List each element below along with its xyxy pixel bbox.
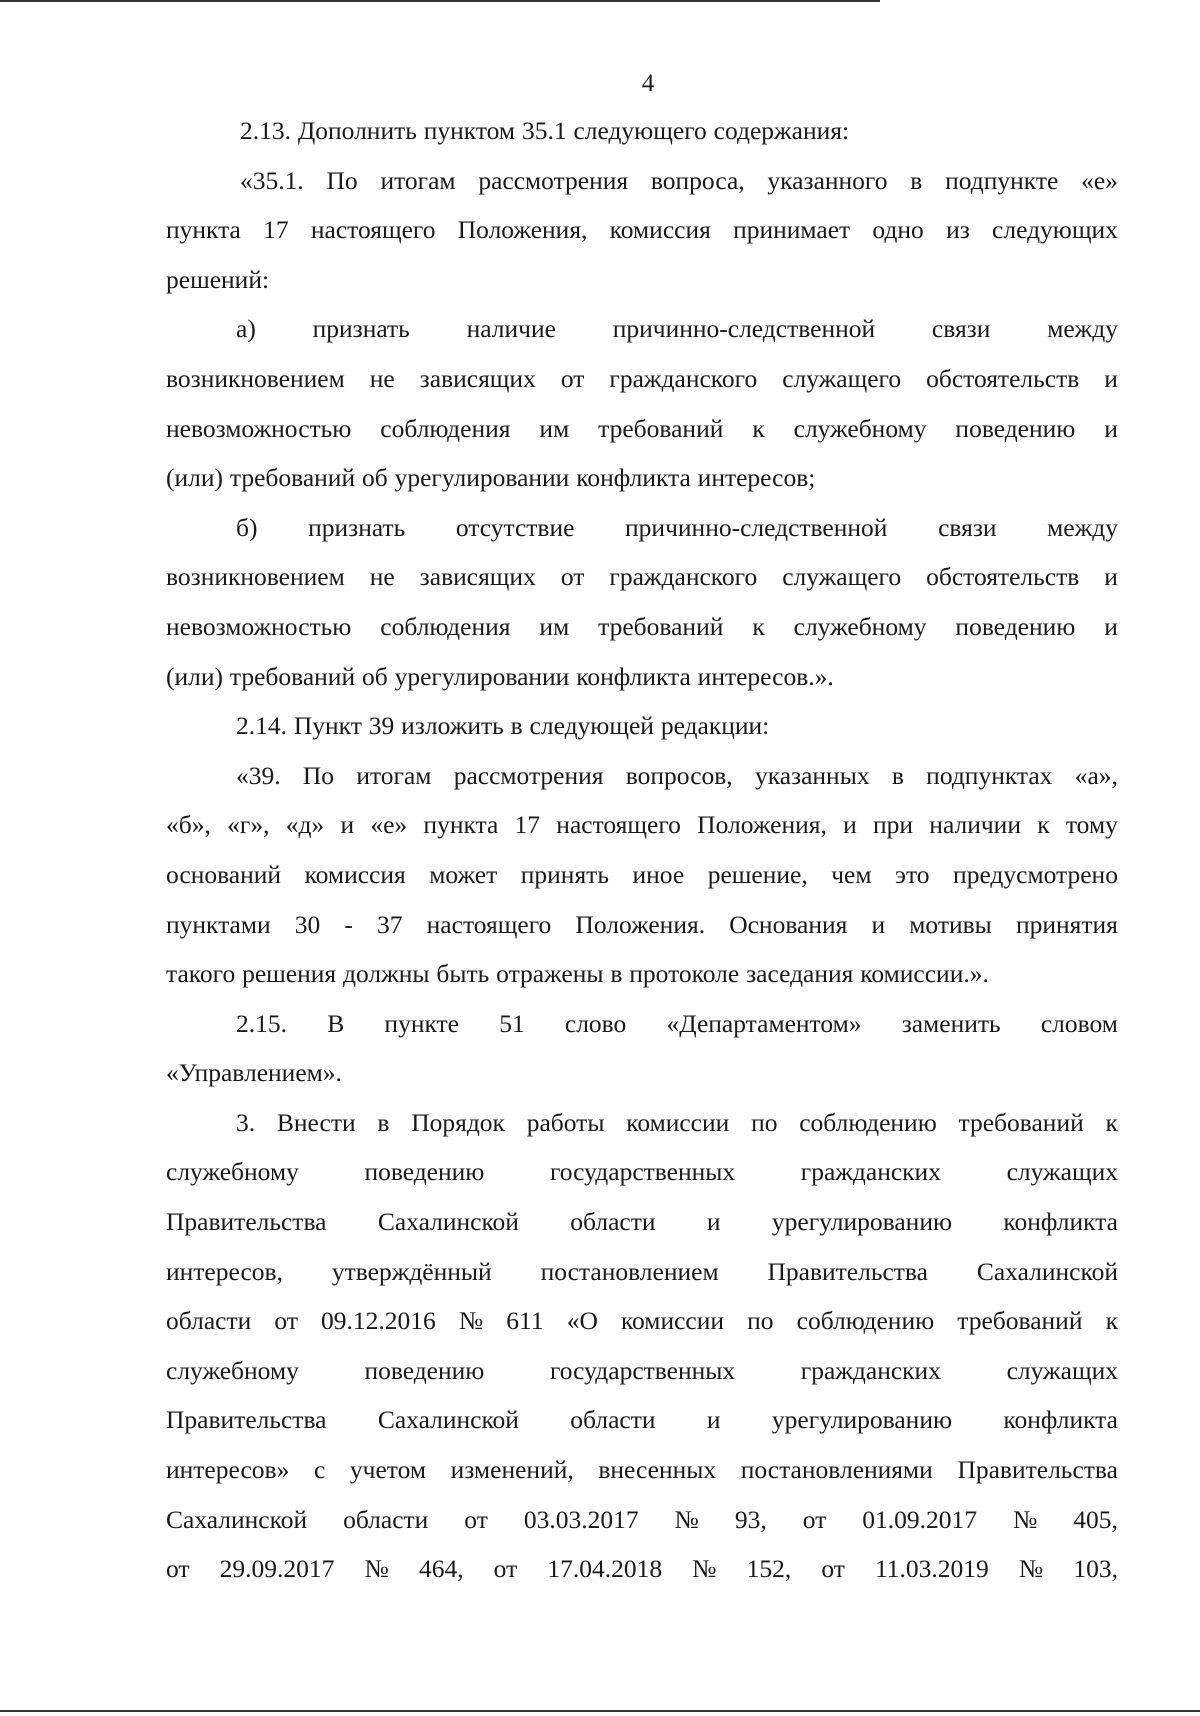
word: изложить [401,711,504,741]
word: с [313,1455,326,1485]
word: и [706,1405,721,1435]
word: к [752,611,765,641]
word: настоящего [310,215,436,245]
word: конфликта [1003,1405,1118,1435]
word: изменений, [450,1455,574,1485]
word: такого [166,959,236,989]
word: «г», [227,810,270,840]
word: редакции: [660,711,770,741]
word: по [747,1306,774,1336]
word: поведению [364,1157,485,1187]
word: подпункте [945,165,1059,195]
word: служебному [793,611,927,641]
word: признать [312,314,410,344]
text-line [166,1247,1118,1297]
text-line [166,453,1118,503]
word: 17 [263,215,289,245]
word: 29.09.2017 [219,1554,335,1584]
word: и [871,909,886,939]
word: при [873,810,914,840]
document-body [166,106,1118,1594]
word: «а», [1074,760,1118,790]
word: 405, [1073,1504,1118,1534]
text-line [166,701,1118,751]
word: итогам [356,760,432,790]
word: «О [566,1306,598,1336]
word: и [1104,611,1118,641]
word: внесенных [598,1455,717,1485]
word: 39 [368,711,395,741]
word: вопросов, [625,760,733,790]
word: причинно-следственной [625,512,888,542]
word: об [361,463,388,493]
text-line [166,106,1118,156]
word: слово [564,1008,627,1038]
word: по [751,1107,778,1137]
word: 2.13. [240,116,291,145]
word: «39. [236,760,281,790]
word: принять [520,859,609,889]
word: соблюдению [796,1306,935,1336]
word: государственных [549,1355,736,1385]
text-line [166,503,1118,553]
word: в [610,959,623,989]
text-line [166,999,1118,1049]
text-line [166,1197,1118,1247]
word: Положения, [457,215,588,245]
word: комиссия [609,215,711,245]
word: связи [938,512,997,542]
text-line [166,949,1118,999]
word: соблюдения [380,413,511,443]
word: служебному [166,1157,299,1187]
word: комиссия [304,859,406,889]
word: поведению [955,413,1076,443]
word: комиссии.». [860,959,989,989]
word: № [674,1504,699,1534]
word: следующего [573,116,707,145]
word: 11.03.2019 [874,1554,989,1584]
word: зависящих [419,363,536,393]
word: 611 [506,1306,544,1336]
word: и [1104,413,1118,443]
word: интересов.». [697,661,834,691]
word: поведению [364,1355,485,1385]
word: постановлением [540,1256,719,1286]
word: урегулировании [394,661,570,691]
word: итогам [380,165,456,195]
word: 3. [236,1107,256,1137]
word: «е» [370,810,408,840]
text-line [166,1147,1118,1197]
word: № [458,1306,484,1336]
word: служебному [793,413,927,443]
word: признать [308,512,406,542]
word: и [1104,562,1118,592]
word: от [560,562,585,592]
word: отсутствие [455,512,575,542]
word: вопроса, [650,165,745,195]
word: № [1012,1504,1038,1534]
word: «Департаментом» [666,1008,862,1038]
page-number: 4 [641,70,655,97]
word: зависящих [419,562,536,592]
word: требований [598,413,724,443]
word: По [302,760,335,790]
word: требований [958,1107,1084,1137]
word: поведению [955,611,1076,641]
word: тому [1065,810,1118,840]
text-line [166,354,1118,404]
word: и [340,810,355,840]
word: служащего [782,363,902,393]
text-line [166,255,1118,305]
word: служащих [1006,1157,1118,1187]
word: решений: [166,264,270,294]
word: соблюдения [380,611,511,641]
word: между [1047,512,1118,542]
word: интересов» [166,1455,290,1485]
text-line [166,751,1118,801]
scan-edge-line-top [0,0,880,2]
word: наличие [466,314,556,344]
word: гражданских [800,1355,941,1385]
word: в [910,165,923,195]
word: из [946,215,970,245]
word: работы [526,1107,605,1137]
word: это [895,859,930,889]
text-line [166,156,1118,206]
word: 17 [514,810,541,840]
word: 93, [734,1504,767,1534]
word: от [821,1554,845,1584]
word: подпунктах [926,760,1053,790]
word: от [560,363,585,393]
word: Положения, [697,810,827,840]
word: № [364,1554,389,1584]
word: По [326,165,358,195]
word: может [429,859,498,889]
word: об [361,661,388,691]
word: следующих [992,215,1118,245]
word: и [843,810,857,840]
word: настоящего [426,909,552,939]
word: комиссии [626,1107,730,1137]
word: 464, [418,1554,464,1584]
word: области [570,1207,656,1237]
word: от [493,1554,518,1584]
word: Правительства [166,1207,327,1237]
word: 09.12.2016 [321,1306,436,1336]
text-line [166,304,1118,354]
word: должны [343,959,430,989]
word: № [1018,1554,1044,1584]
word: требований [229,661,356,691]
word: Правительства [166,1405,327,1435]
word: комиссии [620,1306,725,1336]
text-line [166,602,1118,652]
word: пункте [384,1008,459,1038]
word: служащего [782,562,902,592]
text-line [166,1296,1118,1346]
word: конфликта [1003,1207,1118,1237]
word: к [1105,1107,1118,1137]
word: протоколе [629,959,740,989]
word: «Управлением». [166,1058,342,1088]
word: причинно-следственной [612,314,876,344]
word: Правительства [957,1455,1118,1485]
word: и [1104,363,1118,393]
word: решения [242,959,337,989]
word: Правительства [767,1256,928,1286]
word: утверждённый [331,1256,492,1286]
word: от [166,1554,190,1584]
word: требований [229,463,356,493]
word: предусмотрено [953,859,1118,889]
word: иное [632,859,685,889]
word: пункта [423,810,499,840]
word: 152, [746,1554,792,1584]
word: заседания [746,959,854,989]
word: им [539,413,570,443]
word: а) [236,314,256,344]
word: оснований [166,859,282,889]
word: 01.09.2017 [862,1504,977,1534]
word: гражданского [609,363,758,393]
word: Сахалинской [166,1504,308,1534]
word: урегулированию [771,1207,953,1237]
word: чем [831,859,872,889]
word: в [891,760,904,790]
word: учетом [349,1455,427,1485]
word: заменить [901,1008,1001,1038]
word: конфликта [576,463,691,493]
word: указанного [767,165,888,195]
word: урегулировании [394,463,570,493]
word: 35.1 [521,116,567,145]
text-line [166,850,1118,900]
word: Сахалинской [377,1405,519,1435]
word: от [274,1306,298,1336]
word: области [570,1405,656,1435]
text-line [166,900,1118,950]
word: гражданского [609,562,758,592]
word: к [752,413,765,443]
word: соблюдению [799,1107,937,1137]
word: конфликта [576,661,691,691]
word: гражданских [800,1157,941,1187]
text-line [166,652,1118,702]
word: не [369,363,395,393]
scan-edge-line-bottom [0,1710,1200,1712]
word: не [369,562,395,592]
word: словом [1040,1008,1118,1038]
word: принятия [1015,909,1118,939]
word: быть [436,959,490,989]
word: «б», [166,810,211,840]
word: требований [957,1306,1083,1336]
text-line [166,1495,1118,1545]
word: 30 [294,909,321,939]
word: Сахалинской [976,1256,1118,1286]
word: одно [872,215,924,245]
word: 03.03.2017 [523,1504,639,1534]
word: 2.15. [236,1008,287,1038]
word: Порядок [411,1107,505,1137]
word: «35.1. [240,165,304,195]
word: пункта [166,215,241,245]
word: связи [931,314,991,344]
word: возникновением [166,363,345,393]
word: пунктом [423,116,516,145]
text-line [166,1395,1118,1445]
word: к [1105,1306,1118,1336]
word: наличии [929,810,1021,840]
word: между [1047,314,1118,344]
text-line [166,1544,1118,1594]
word: Основания [729,909,848,939]
word: «е» [1081,165,1118,195]
word: Пункт [293,711,362,741]
word: Дополнить [297,116,417,145]
word: области [166,1306,252,1336]
text-line [166,205,1118,255]
word: (или) [166,661,224,691]
word: от [802,1504,827,1534]
word: невозможностью [166,611,352,641]
text-line [166,404,1118,454]
word: принимает [733,215,851,245]
word: области [343,1504,429,1534]
word: служебному [166,1355,299,1385]
word: Сахалинской [377,1207,519,1237]
word: в [377,1107,390,1137]
text-line [166,1445,1118,1495]
word: к [1037,810,1050,840]
word: рассмотрения [453,760,604,790]
word: невозможностью [166,413,352,443]
text-line [166,1346,1118,1396]
word: 103, [1073,1554,1118,1584]
word: обстоятельств [926,562,1080,592]
word: в [510,711,523,741]
word: (или) [166,463,224,493]
word: следующей [529,711,654,741]
word: мотивы [909,909,992,939]
word: Положения. [575,909,706,939]
word: обстоятельств [926,363,1080,393]
word: «д» [285,810,325,840]
word: отражены [496,959,604,989]
word: настоящего [556,810,681,840]
word: - [344,909,353,939]
word: урегулированию [771,1405,953,1435]
word: указанных [754,760,870,790]
word: возникновением [166,562,345,592]
word: содержания: [713,116,850,145]
word: им [539,611,570,641]
text-line [166,1048,1118,1098]
text-line [166,1098,1118,1148]
word: интересов, [166,1256,283,1286]
word: 17.04.2018 [547,1554,663,1584]
word: 51 [499,1008,525,1038]
word: служащих [1006,1355,1118,1385]
word: интересов; [697,463,816,493]
word: государственных [549,1157,736,1187]
word: рассмотрения [478,165,629,195]
word: № [692,1554,717,1584]
word: 37 [377,909,403,939]
word: б) [236,512,258,542]
word: пунктами [166,909,271,939]
word: Внести [276,1107,356,1137]
word: требований [598,611,724,641]
word: 2.14. [236,711,287,741]
word: и [706,1207,721,1237]
text-line [166,552,1118,602]
text-line [166,800,1118,850]
word: решение, [707,859,808,889]
word: В [327,1008,345,1038]
word: от [464,1504,488,1534]
word: постановлениями [740,1455,933,1485]
